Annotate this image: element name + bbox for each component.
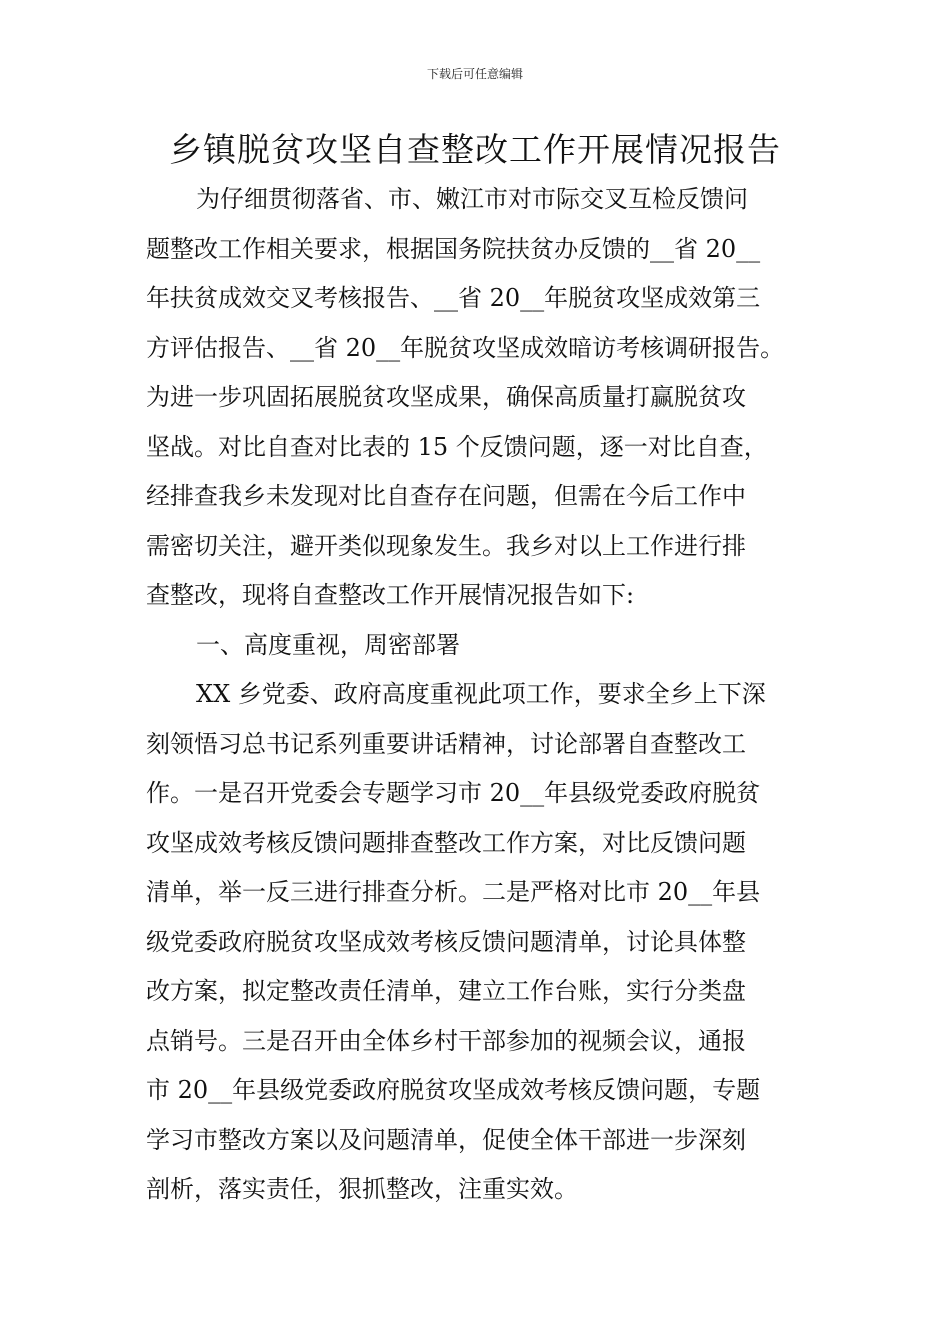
paragraph-line: 剖析，落实责任，狠抓整改，注重实效。 (146, 1175, 578, 1203)
paragraph-line: 为仔细贯彻落省、市、嫩江市对市际交叉互检反馈问 (196, 185, 748, 213)
paragraph-line: 级党委政府脱贫攻坚成效考核反馈问题清单，讨论具体整 (146, 927, 746, 956)
paragraph-line: 为进一步巩固拓展脱贫攻坚成果，确保高质量打赢脱贫攻 (146, 383, 746, 411)
paragraph-line: 题整改工作相关要求，根据国务院扶贫办反馈的__省 20__ (146, 234, 761, 263)
section-heading: 一、高度重视，周密部署 (196, 630, 460, 659)
paragraph-line: 经排查我乡未发现对比自查存在问题，但需在今后工作中 (146, 482, 746, 510)
paragraph-line: 需密切关注，避开类似现象发生。我乡对以上工作进行排 (146, 531, 746, 560)
paragraph-line: 清单，举一反三进行排查分析。二是严格对比市 20__年县 (146, 878, 761, 906)
paragraph-line: 作。一是召开党委会专题学习市 20__年县级党委政府脱贫 (146, 779, 761, 807)
header-note: 下载后可任意编辑 (426, 67, 523, 81)
paragraph-line: 改方案，拟定整改责任清单，建立工作台账，实行分类盘 (146, 977, 746, 1005)
paragraph-line: 查整改，现将自查整改工作开展情况报告如下: (146, 581, 635, 609)
paragraph-line: 市 20__年县级党委政府脱贫攻坚成效考核反馈问题，专题 (146, 1076, 761, 1104)
document-body (146, 175, 811, 1215)
paragraph-line: 点销号。三是召开由全体乡村干部参加的视频会议，通报 (146, 1026, 746, 1055)
document-title: 乡镇脱贫攻坚自查整改工作开展情况报告 (169, 130, 781, 169)
paragraph-line: XX 乡党委、政府高度重视此项工作，要求全乡上下深 (196, 680, 766, 708)
paragraph-line: 坚战。对比自查对比表的 15 个反馈问题，逐一对比自查， (146, 432, 768, 461)
paragraph-line: 学习市整改方案以及问题清单，促使全体干部进一步深刻 (146, 1125, 746, 1154)
paragraph-line: 刻领悟习总书记系列重要讲话精神，讨论部署自查整改工 (146, 729, 746, 758)
paragraph-line: 攻坚成效考核反馈问题排查整改工作方案，对比反馈问题 (146, 828, 746, 857)
paragraph-line: 年扶贫成效交叉考核报告、__省 20__年脱贫攻坚成效第三 (146, 284, 761, 312)
paragraph-line: 方评估报告、__省 20__年脱贫攻坚成效暗访考核调研报告。 (146, 333, 785, 362)
